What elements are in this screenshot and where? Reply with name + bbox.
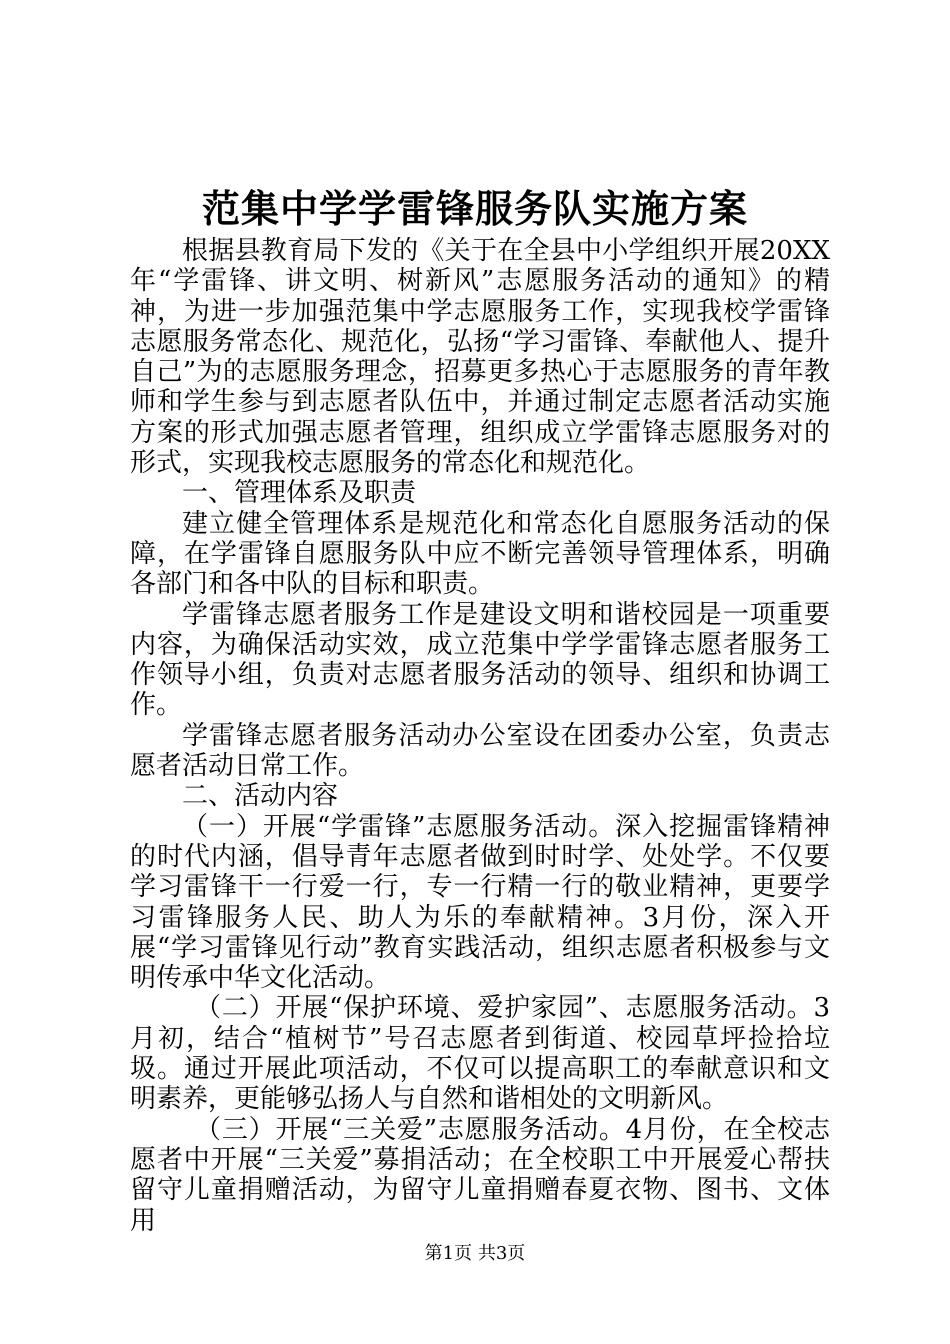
paragraph-activity-3: （三）开展“三关爱”志愿服务活动。4月份，在全校志愿者中开展“三关爱”募捐活动；在全校职工中开展爱心帮扶留守儿童捐赠活动，为留守儿童捐赠春夏衣物、图书、文体用 <box>130 1114 830 1236</box>
paragraph-activity-2: （二）开展“保护环境、爱护家园”、志愿服务活动。3月初，结合“植树节”号召志愿者到街道、校园草坪捡拾垃圾。通过开展此项活动，不仅可以提高职工的奉献意识和文明素养，更能够弘扬人与自然和谐相处的文明新风。 <box>130 993 830 1115</box>
document-body <box>130 236 830 1236</box>
paragraph-office: 学雷锋志愿者服务活动办公室设在团委办公室，负责志愿者活动日常工作。 <box>130 720 830 782</box>
paragraph-intro: 根据县教育局下发的《关于在全县中小学组织开展20XX年“学雷锋、讲文明、树新风”志愿服务活动的通知》的精神，为进一步加强范集中学志愿服务工作，实现我校学雷锋志愿服务常态化、规范化，弘扬“学习雷锋、奉献他人、提升自己”为的志愿服务理念，招募更多热心于志愿服务的青年教师和学生参与到志愿者队伍中，并通过制定志愿者活动实施方案的形式加强志愿者管理，组织成立学雷锋志愿服务对的形式，实现我校志愿服务的常态化和规范化。 <box>130 236 830 479</box>
section-heading-management: 一、管理体系及职责 <box>182 478 417 509</box>
paragraph-management-system: 建立健全管理体系是规范化和常态化自愿服务活动的保障，在学雷锋自愿服务队中应不断完善领导管理体系，明确各部门和各中队的目标和职责。 <box>130 508 830 600</box>
document-title: 范集中学学雷锋服务队实施方案 <box>201 186 748 231</box>
section-heading-activities: 二、活动内容 <box>182 781 339 812</box>
page-footer: 第1页 共3页 <box>424 1243 526 1264</box>
paragraph-activity-1: （一）开展“学雷锋”志愿服务活动。深入挖掘雷锋精神的时代内涵，倡导青年志愿者做到时时学、处处学。不仅要学习雷锋干一行爱一行，专一行精一行的敬业精神，更要学习雷锋服务人民、助人为乐的奉献精神。3月份，深入开展“学习雷锋见行动”教育实践活动，组织志愿者积极参与文明传承中华文化活动。 <box>130 811 830 994</box>
paragraph-leadership-group: 学雷锋志愿者服务工作是建设文明和谐校园是一项重要内容，为确保活动实效，成立范集中学学雷锋志愿者服务工作领导小组，负责对志愿者服务活动的领导、组织和协调工作。 <box>130 599 830 721</box>
